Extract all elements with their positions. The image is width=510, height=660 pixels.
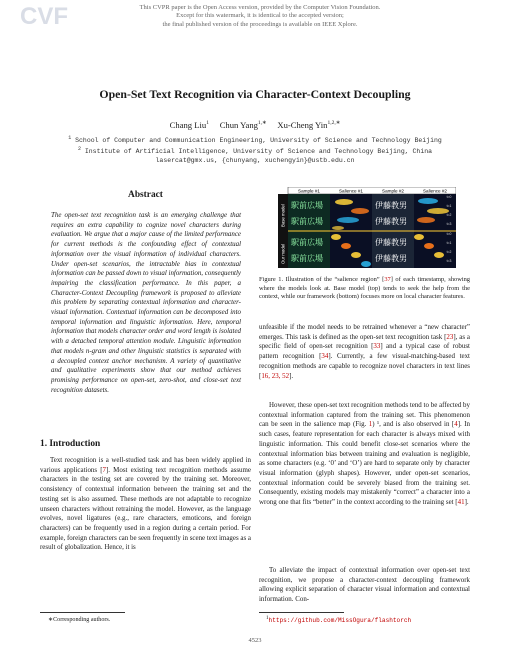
citation-link[interactable]: 37 xyxy=(384,276,391,283)
right-paragraph-2 xyxy=(259,401,470,508)
salience-blob xyxy=(414,234,424,240)
salience-blob xyxy=(424,243,434,249)
footnote-rule xyxy=(259,612,344,613)
salience-blob xyxy=(351,208,369,214)
sample1-text: 駅前広場 xyxy=(291,201,323,210)
col-label: Salience #1 xyxy=(338,188,364,194)
col-label: Sample #1 xyxy=(298,188,320,194)
sample1-text: 駅前広場 xyxy=(291,238,323,247)
author-emails: lasercat@gmx.us, {chunyang, xuchengyin}@ustb.edu.cn xyxy=(155,157,355,164)
text-run: ]. In such cases, feature representation for each character is always mixed with linguistic information. This could benefit close-set scenarios where the contextual information bias between training and evaluation is negligible, as some characters (e.g. ‘0’ and ‘O’) are hard to separate only by character visual information (glyph shapes). However, under open-set scenarios, contextual information could be severely biased from the training set. Consequently, existing models may mistakenly “correct” a character into a wrong one that fits “better” in the context according to the training set [ xyxy=(259,420,470,507)
citation-link[interactable]: 41 xyxy=(457,498,465,507)
time-label: t=0 xyxy=(446,232,452,236)
corresponding-footnote: ∗Corresponding authors. xyxy=(48,617,111,623)
author-sup: 1,∗ xyxy=(257,120,267,127)
citation-link[interactable]: 7 xyxy=(102,465,106,474)
notice-line: This CVPR paper is the Open Access version, provided by the Computer Vision Foundation. xyxy=(139,4,381,11)
footnote-rule xyxy=(40,612,125,613)
abstract-heading: Abstract xyxy=(128,190,163,200)
affiliation-sup: 1 xyxy=(68,135,72,141)
author-name: Chang Liu xyxy=(169,120,207,130)
sample1-text: 駅前広場 xyxy=(291,254,323,263)
footnote-sup: 1 xyxy=(266,615,269,621)
salience-blob xyxy=(417,217,435,223)
affiliation xyxy=(0,146,510,155)
text-run: ] and a typical case of robust pattern recognition [ xyxy=(259,342,470,361)
time-label: t=2 xyxy=(446,213,452,217)
time-label: t=3 xyxy=(446,222,452,226)
author-name: Xu-Cheng Yin xyxy=(277,120,328,130)
salience-blob xyxy=(351,252,361,258)
row-group-label: Our model xyxy=(280,243,286,264)
affiliation-text: Institute of Artificial Intelligence, University of Science and Technology Beijing, China xyxy=(84,148,433,156)
citation-link[interactable]: 16, 23, 52 xyxy=(261,371,290,380)
right-paragraph-3: To alleviate the impact of contextual information over open-set text recognition, we propose a character-context decoupling framework allowing explicit separation of character visual information and contextual information. Con- xyxy=(259,566,470,604)
figure-link[interactable]: 1 xyxy=(368,420,373,429)
salience-blob xyxy=(361,261,371,267)
text-run: unfeasible if the model needs to be retrained whenever a “new character” emerges. This task is defined as the open-set text recognition task [ xyxy=(259,323,470,341)
notice-line: the final published version of the proceedings is available on IEEE Xplore. xyxy=(162,20,358,28)
open-access-notice xyxy=(110,4,410,29)
cvf-logo xyxy=(20,3,70,27)
text-run: Figure 1. Illustration of the “salience region” [ xyxy=(259,276,385,283)
citation-link[interactable]: 23 xyxy=(446,332,454,341)
figure-1 xyxy=(278,187,456,268)
time-label: t=1 xyxy=(446,241,452,245)
intro-heading: 1. Introduction xyxy=(40,439,101,449)
salience-blob xyxy=(331,234,341,240)
text-run: ], as a specific field of open-set recognition [ xyxy=(259,332,470,351)
text-run: ) ¹, and is also observed in [ xyxy=(372,420,455,429)
text-run: ]. xyxy=(464,498,469,507)
author-sup: 1 xyxy=(206,120,209,127)
link-footnote xyxy=(266,615,411,624)
citation-link[interactable]: 33 xyxy=(373,342,381,351)
salience-blob xyxy=(332,226,344,230)
intro-paragraph xyxy=(40,456,251,553)
author-sup: 1,2,∗ xyxy=(327,120,341,127)
salience-blob xyxy=(335,199,353,205)
sample2-text: 伊藤教男 xyxy=(375,238,407,247)
time-label: t=0 xyxy=(446,195,452,199)
time-label: t=2 xyxy=(446,250,452,254)
salience-blob xyxy=(418,198,438,204)
text-run: However, these open-set text recognition methods tend to be affected by contextual information captured from the training set. This phenomenon can be seen in the salience map (Fig. xyxy=(259,401,470,429)
affiliation-sup: 2 xyxy=(77,146,81,152)
author-list xyxy=(0,120,510,130)
row-group-label: Base model xyxy=(280,204,286,227)
text-run: Text recognition is a well-studied task and has been widely applied in various applications [ xyxy=(40,456,251,474)
notice-line: Except for this watermark, it is identical to the accepted version; xyxy=(176,12,344,20)
text-run: ]. Currently, a few visual-matching-based text recognition methods are capable to recognize novel characters in text lines [ xyxy=(259,352,470,380)
sample1-text: 駅前広場 xyxy=(291,217,323,226)
text-run: ]. Most existing text recognition methods assume characters in the testing set are covered by the training set. Moreover, consistency of contextual information between the training set and the testing set is also assumed. These methods are not adaptable to recognize unseen characters without retraining the model. However, as the language evolves, novel ligatures (e.g., rare characters, emoticons, and foreign characters) can be frequently used in a region during a certain period. For example, foreign characters can be seen frequently in scene text images as a result of globalization. Hence, it is xyxy=(40,465,251,552)
author-name: Chun Yang xyxy=(219,120,258,130)
right-paragraph-1 xyxy=(259,323,470,381)
affiliation-text: School of Computer and Communication Engineering, University of Science and Technology Beijing xyxy=(75,137,442,145)
salience-blob xyxy=(337,217,359,223)
time-label: t=1 xyxy=(446,204,452,208)
cvf-logo-text: CVF xyxy=(20,3,68,27)
citation-link[interactable]: 34 xyxy=(321,352,329,361)
paper-title: Open-Set Text Recognition via Character-Context Decoupling xyxy=(99,87,411,101)
salience-blob xyxy=(434,252,444,258)
time-label: t=3 xyxy=(446,259,452,263)
sample2-text: 伊藤教男 xyxy=(375,201,407,210)
affiliation xyxy=(0,135,510,144)
col-label: Sample #2 xyxy=(382,188,404,194)
citation-link[interactable]: 4 xyxy=(454,420,458,429)
text-run: ]. xyxy=(289,371,294,380)
abstract-body: The open-set text recognition task is an emerging challenge that requires an extra capability to cognize novel characters during evaluation. We argue that a major cause of the limited performance for current methods is the confounding effect of contextual information over the visual information of individual characters. Under open-set scenarios, the intractable bias in contextual information can be passed down to visual information, consequently impairing the classification performance. In this paper, a Character-Context Decoupling framework is proposed to alleviate this problem by separating contextual information and character-visual information. Contextual information can be decomposed into temporal information and linguistic information. Here, temporal information that models character order and word length is isolated with a detached temporal attention module. Linguistic information that models n-gram and other linguistic statistics is separated with a decoupled context anchor mechanism. A variety of quantitative and qualitative experiments show that our method achieves promising performance on open-set, zero-shot, and close-set text recognition datasets. xyxy=(51,211,241,394)
github-link[interactable]: https://github.com/MissOgura/flashtorch xyxy=(268,617,412,625)
figure-caption xyxy=(259,276,470,302)
col-label: Salience #2 xyxy=(422,188,448,194)
sample2-text: 伊藤教男 xyxy=(375,217,407,226)
sample2-text: 伊藤教男 xyxy=(375,254,407,263)
page-number: 4523 xyxy=(248,637,262,644)
text-run: ] of each timestamp, showing where the models look at. Base model (top) tends to seek the help from the context, while our framework (bottom) focuses more on local character features. xyxy=(259,276,470,301)
salience-blob xyxy=(341,243,351,249)
